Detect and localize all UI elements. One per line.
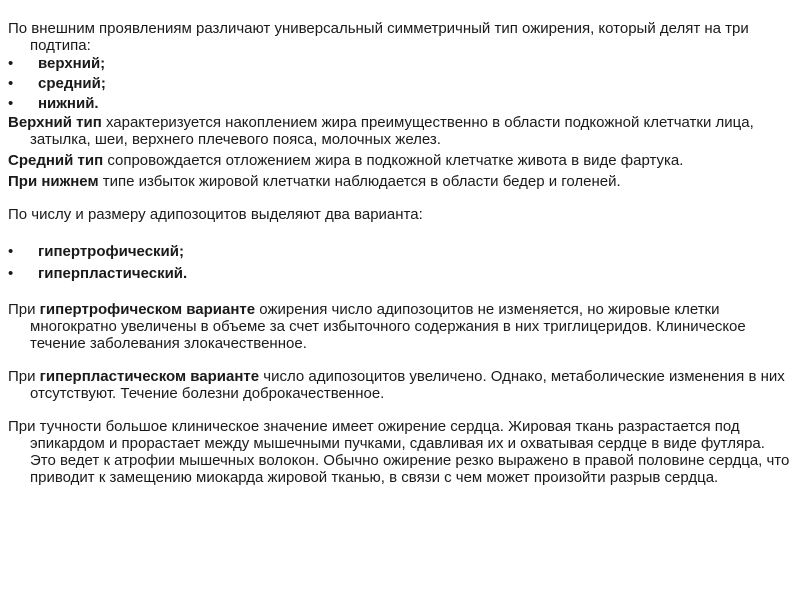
variants-list: [8, 241, 793, 285]
document-page: [8, 20, 793, 486]
bullet-icon: •: [8, 75, 14, 92]
lower-type-text: типе избыток жировой клетчатки наблюдается в области бедер и голеней.: [98, 173, 621, 190]
hypertrophic-paragraph: При гипертрофическом варианте ожирения число адипозоцитов не изменяется, но жировые клетки многократно увеличены в объеме за счет избыточного содержания в них триглицеридов. Клиническое течение заболевания злокачественное.: [8, 301, 746, 352]
bullet-icon: •: [8, 55, 14, 72]
bullet-icon: •: [8, 95, 14, 112]
lower-type-paragraph: [8, 173, 793, 190]
list-item: • средний;: [8, 75, 106, 92]
intro-paragraph: [8, 20, 793, 54]
subtypes-list: [8, 54, 793, 114]
hyperplastic-term: гиперпластическом варианте: [39, 368, 260, 385]
upper-type-text: характеризуется накоплением жира преимущественно в области подкожной клетчатки лица, затылка, шеи, верхнего плечевого пояса, молочных желез.: [30, 114, 754, 148]
intro-text: По внешним проявлениям различают универсальный симметричный тип ожирения, который делят на три подтипа:: [8, 20, 749, 54]
lower-type-term: При нижнем: [8, 173, 99, 190]
middle-type-paragraph: [8, 152, 793, 169]
list-item: • гиперпластический.: [8, 263, 793, 285]
hyperplastic-paragraph: При гиперпластическом варианте число адипозоцитов увеличено. Однако, метаболические изменения в них отсутствуют. Течение болезни доброкачественное.: [8, 368, 785, 402]
bullet-icon: •: [8, 243, 14, 260]
upper-type-term: Верхний тип: [8, 114, 102, 131]
adipocytes-intro-paragraph: По числу и размеру адипозоцитов выделяют два варианта:: [8, 206, 423, 223]
heart-paragraph: При тучности большое клиническое значение имеет ожирение сердца. Жировая ткань разрастается под эпикардом и прорастает между мышечными пучками, сдавливая их и охватывая сердце в виде футляра. Это ведет к атрофии мышечных волокон. Обычно ожирение резко выражено в правой половине сердца, что приводит к замещению миокарда жировой тканью, в связи с чем может произойти разрыв сердца.: [8, 418, 790, 486]
upper-type-paragraph: [8, 114, 793, 148]
bullet-icon: •: [8, 265, 14, 282]
hypertrophic-term: гипертрофическом варианте: [39, 301, 256, 318]
middle-type-text: сопровождается отложением жира в подкожной клетчатке живота в виде фартука.: [103, 152, 684, 169]
middle-type-term: Средний тип: [8, 152, 104, 169]
list-item: • нижний.: [8, 95, 99, 112]
list-item: • гипертрофический;: [8, 241, 793, 263]
list-item: • верхний;: [8, 55, 106, 72]
